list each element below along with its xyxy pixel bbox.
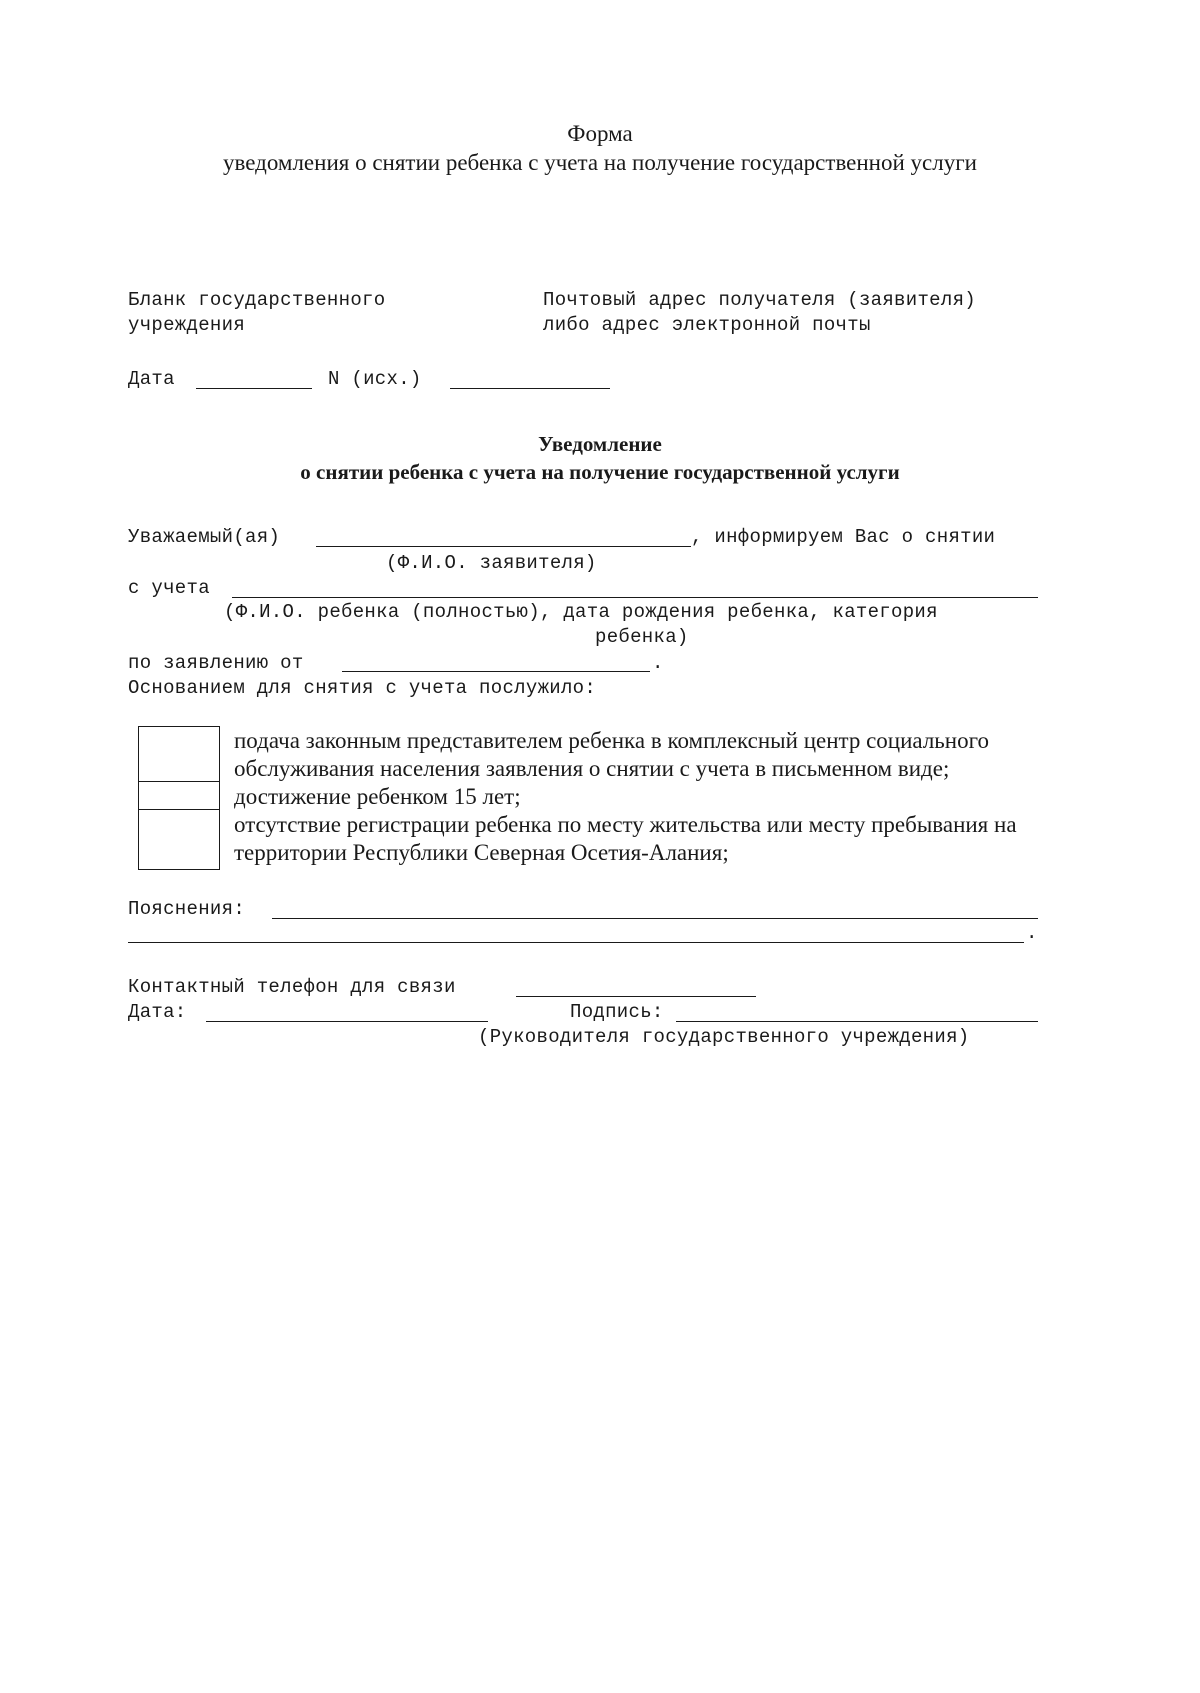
reason-checkbox-2[interactable] (138, 781, 220, 810)
recipient-address-line1: Почтовый адрес получателя (заявителя) (543, 289, 976, 311)
signature-date-field[interactable] (206, 1021, 488, 1022)
reason-1-line1: подача законным представителем ребенка в комплексный центр социального (234, 728, 989, 753)
from-registry-label: с учета (128, 577, 210, 599)
inform-text: , информируем Вас о снятии (691, 526, 996, 548)
outgoing-number-field[interactable] (450, 388, 610, 389)
applicant-name-caption: (Ф.И.О. заявителя) (386, 552, 597, 574)
date-label: Дата (128, 368, 175, 390)
date-field[interactable] (196, 388, 312, 389)
contact-phone-field[interactable] (516, 996, 756, 997)
signature-label: Подпись: (570, 1001, 664, 1023)
notice-subtitle: о снятии ребенка с учета на получение государственной услуги (300, 460, 900, 484)
explanations-period: . (1026, 922, 1038, 944)
reason-checkbox-3[interactable] (138, 809, 220, 870)
child-info-caption-line2: ребенка) (595, 626, 689, 648)
child-info-field[interactable] (232, 597, 1038, 598)
reason-1-line2: обслуживания населения заявления о снятии с учета в письменном виде; (234, 756, 950, 781)
child-info-caption-line1: (Ф.И.О. ребенка (полностью), дата рождения ребенка, категория (224, 601, 938, 623)
signature-field[interactable] (676, 1021, 1038, 1022)
contact-phone-label: Контактный телефон для связи (128, 976, 456, 998)
explanations-label: Пояснения: (128, 898, 246, 920)
explanations-field-line2[interactable] (128, 942, 1024, 943)
explanations-field-line1[interactable] (272, 918, 1038, 919)
signature-caption: (Руководителя государственного учреждения) (478, 1026, 970, 1048)
signature-date-label: Дата: (128, 1001, 187, 1023)
form-label: Форма (567, 121, 633, 146)
grounds-label: Основанием для снятия с учета послужило: (128, 677, 597, 699)
recipient-address-line2: либо адрес электронной почты (543, 314, 871, 336)
reason-3-line2: территории Республики Северная Осетия-Алания; (234, 840, 729, 865)
form-subtitle: уведомления о снятии ребенка с учета на получение государственной услуги (223, 150, 977, 175)
application-date-field[interactable] (342, 671, 650, 672)
outgoing-number-label: N (исх.) (328, 368, 422, 390)
by-application-label: по заявлению от (128, 652, 304, 674)
reason-2-line1: достижение ребенком 15 лет; (234, 784, 521, 809)
reason-checkbox-1[interactable] (138, 726, 220, 782)
letterhead-blank-line1: Бланк государственного (128, 289, 386, 311)
notice-title: Уведомление (538, 432, 662, 456)
reason-3-line1: отсутствие регистрации ребенка по месту жительства или месту пребывания на (234, 812, 1017, 837)
dear-label: Уважаемый(ая) (128, 526, 281, 548)
application-period: . (652, 652, 664, 674)
applicant-name-field[interactable] (316, 546, 691, 547)
letterhead-blank-line2: учреждения (128, 314, 246, 336)
